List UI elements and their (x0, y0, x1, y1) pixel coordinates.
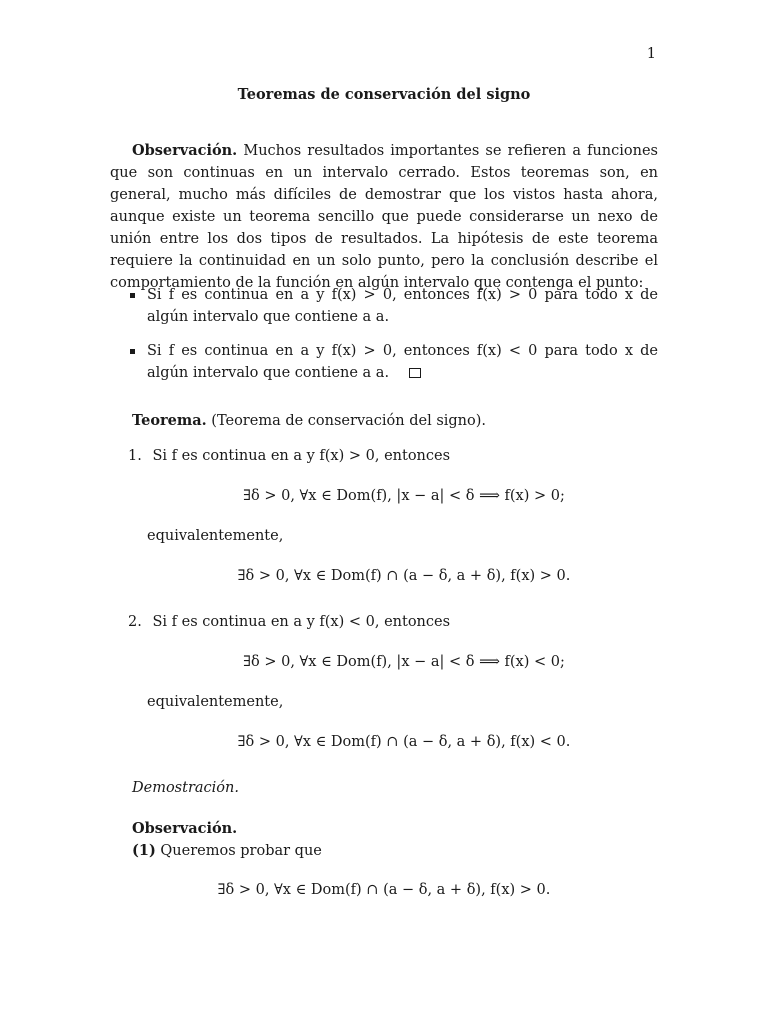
observation2-label: Observación. (132, 820, 238, 837)
part-label: (1) (132, 842, 156, 859)
bullet-square-icon (130, 349, 135, 354)
theorem-heading (132, 412, 486, 429)
bullet-item (130, 284, 658, 328)
bullet-text: Si f es continua en a y f(x) > 0, entonces f(x) > 0 para todo x de algún intervalo que contiene a a. (147, 287, 658, 325)
observation-label: Observación. (132, 142, 238, 159)
equivalently-text: equivalentemente, (147, 694, 284, 710)
formula-obs2: ∃δ > 0, ∀x ∈ Dom(f) ∩ (a − δ, a + δ), f(x) > 0. (217, 882, 551, 898)
bullet-item (130, 340, 658, 384)
formula-1b: ∃δ > 0, ∀x ∈ Dom(f) ∩ (a − δ, a + δ), f(x) > 0. (237, 568, 571, 584)
item-number: 2. (128, 614, 142, 630)
equivalently-text: equivalentemente, (147, 528, 284, 544)
observation-text: Muchos resultados importantes se refieren a funciones que son continuas en un intervalo cerrado. Estos teoremas son, en general, mucho más difíciles de demostrar que los vistos hasta ahora, aunque existe un teorema sencillo que puede considerarse un nexo de unión entre los dos tipos de resultados. La hipótesis de este teorema requiere la continuidad en un solo punto, pero la conclusión describe el comportamiento de la función en algún intervalo que contenga el punto: (110, 143, 658, 291)
bullet-text (147, 340, 658, 384)
theorem-label: Teorema. (132, 412, 207, 429)
qed-square-icon (409, 368, 421, 378)
theorem-item-2 (128, 614, 450, 630)
bullet-text-content: Si f es continua en a y f(x) > 0, entonces f(x) < 0 para todo x de algún intervalo que contiene a a. (147, 343, 658, 381)
formula-1a: ∃δ > 0, ∀x ∈ Dom(f), |x − a| < δ ⟹ f(x) > 0; (243, 488, 565, 504)
formula-2b: ∃δ > 0, ∀x ∈ Dom(f) ∩ (a − δ, a + δ), f(x) < 0. (237, 734, 571, 750)
theorem-item-1 (128, 448, 450, 464)
item-number: 1. (128, 448, 142, 464)
proof-label: Demostración. (132, 780, 239, 796)
item-text: Si f es continua en a y f(x) < 0, entonces (152, 614, 451, 630)
page-number: 1 (646, 46, 656, 62)
formula-2a: ∃δ > 0, ∀x ∈ Dom(f), |x − a| < δ ⟹ f(x) < 0; (243, 654, 565, 670)
observation-paragraph (110, 140, 658, 294)
item-text: Si f es continua en a y f(x) > 0, entonces (152, 448, 451, 464)
page-title: Teoremas de conservación del signo (237, 86, 531, 103)
bullet-square-icon (130, 293, 135, 298)
observation2-part (132, 842, 322, 859)
theorem-text: (Teorema de conservación del signo). (211, 413, 487, 429)
part-text: Queremos probar que (160, 843, 322, 859)
